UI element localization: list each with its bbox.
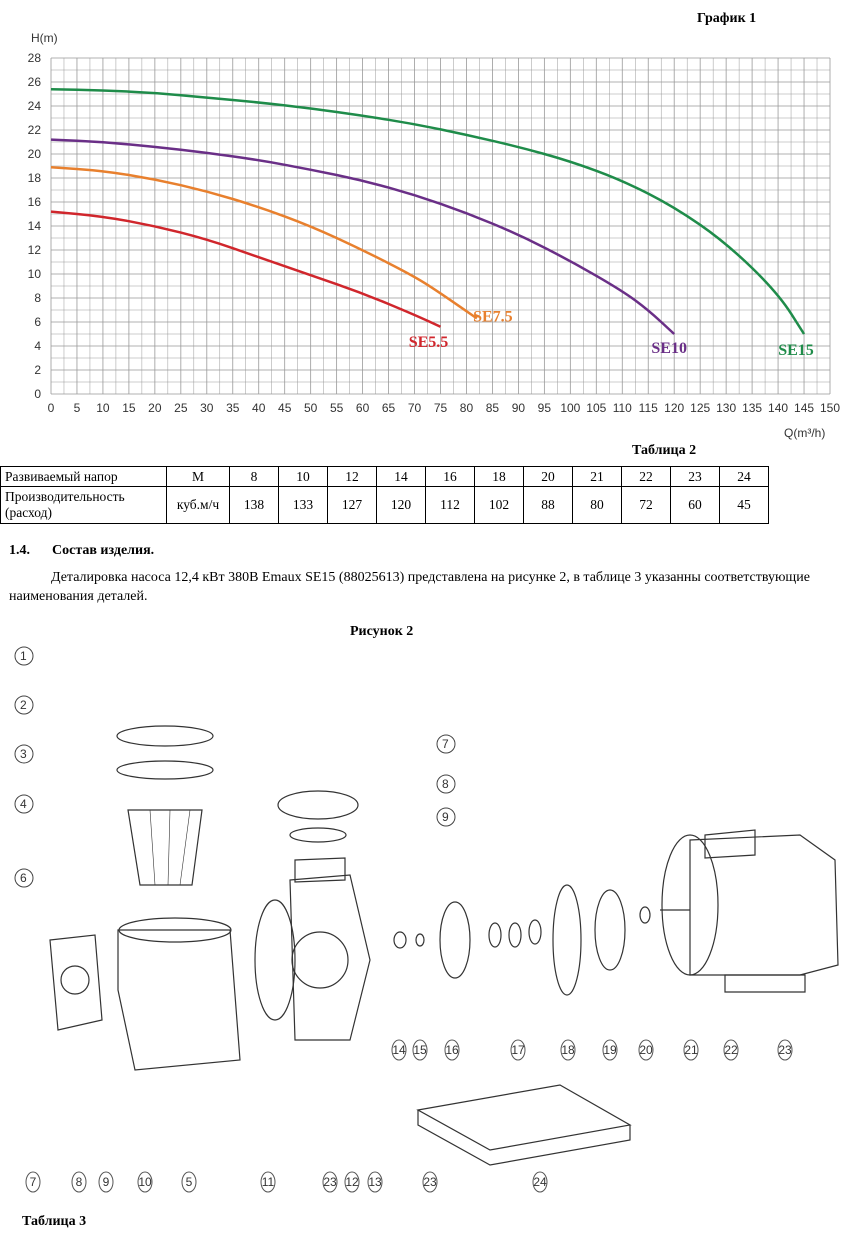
svg-text:3: 3 (20, 747, 27, 761)
row-unit-head: М (167, 467, 230, 487)
cell: 120 (377, 487, 426, 524)
svg-text:1: 1 (20, 649, 27, 663)
cell: 45 (720, 487, 769, 524)
cell: 72 (622, 487, 671, 524)
callout-label: 23 (423, 1175, 437, 1189)
callout-label: 19 (603, 1043, 617, 1057)
x-tick-label: 150 (819, 401, 841, 415)
x-tick-label: 20 (148, 401, 162, 415)
callout-left (15, 869, 33, 887)
x-tick-label: 35 (226, 401, 240, 415)
cell: 80 (573, 487, 622, 524)
callout-label: 16 (445, 1043, 459, 1057)
y-tick-label: 14 (27, 219, 41, 233)
chart-series-labels (409, 308, 814, 359)
x-tick-label: 10 (96, 401, 110, 415)
callout-label: 9 (102, 1175, 110, 1189)
bottom-callouts (26, 1040, 792, 1192)
series-label-SE7-5: SE7.5 (473, 308, 513, 326)
section-number: 1.4. (9, 543, 30, 558)
cell: 23 (671, 467, 720, 487)
impeller-seal-art (394, 885, 650, 995)
series-label-SE15: SE15 (778, 342, 814, 359)
y-tick-label: 10 (27, 267, 41, 281)
callout-label: 22 (724, 1043, 738, 1057)
x-tick-label: 5 (73, 401, 81, 415)
row-label-flow: Производительность (расход) (1, 487, 167, 524)
cell: 22 (622, 467, 671, 487)
section-paragraph: Деталировка насоса 12,4 кВт 380В Emaux SE15 (88025613) представлена на рисунке 2, в таблице 3 указанны соответствующие наименования деталей. (9, 570, 810, 604)
callout-label: 14 (392, 1043, 406, 1057)
cell: 112 (426, 487, 475, 524)
x-tick-label: 55 (329, 401, 344, 415)
x-tick-label: 80 (459, 401, 474, 415)
callout-label: 8 (75, 1175, 83, 1189)
svg-text:9: 9 (442, 810, 449, 824)
x-tick-label: 95 (537, 401, 552, 415)
row-unit-flow: куб.м/ч (167, 487, 230, 524)
callout-label: 23 (323, 1175, 337, 1189)
x-tick-label: 50 (303, 401, 318, 415)
cell: 133 (279, 487, 328, 524)
section-title: Состав изделия. (52, 543, 155, 558)
callout-right (437, 735, 455, 753)
cell: 14 (377, 467, 426, 487)
callout-left (15, 647, 33, 665)
y-tick-label: 24 (27, 99, 41, 113)
x-tick-label: 75 (433, 401, 448, 415)
x-tick-label: 120 (664, 401, 685, 415)
cell: 20 (524, 467, 573, 487)
exploded-view-drawing (0, 630, 856, 1215)
x-tick-label: 65 (381, 401, 396, 415)
callout-label: 17 (511, 1043, 525, 1057)
x-tick-label: 135 (742, 401, 763, 415)
x-tick-label: 140 (768, 401, 789, 415)
graph-title: График 1 (697, 11, 757, 26)
x-tick-label: 30 (200, 401, 214, 415)
table2-title: Таблица 2 (632, 443, 697, 458)
series-label-SE5-5: SE5.5 (408, 333, 449, 351)
x-tick-label: 115 (638, 401, 658, 415)
callout-label: 18 (561, 1043, 575, 1057)
cell: 21 (573, 467, 622, 487)
svg-text:4: 4 (20, 797, 27, 811)
callout-left (15, 795, 33, 813)
x-tick-label: 70 (407, 401, 422, 415)
y-tick-label: 4 (34, 339, 41, 353)
callout-label: 5 (185, 1175, 193, 1189)
y-axis-label: H(m) (31, 31, 58, 45)
x-axis-label: Q(m³/h) (784, 426, 826, 440)
x-tick-label: 100 (560, 401, 581, 415)
row-label-head: Развиваемый напор (1, 467, 167, 487)
cell: 138 (230, 487, 279, 524)
cell: 16 (426, 467, 475, 487)
callout-label: 11 (261, 1175, 275, 1189)
y-tick-label: 22 (27, 123, 41, 137)
x-tick-label: 25 (174, 401, 188, 415)
x-tick-label: 45 (278, 401, 292, 415)
callout-label: 10 (138, 1175, 152, 1189)
svg-text:7: 7 (442, 737, 449, 751)
y-tick-label: 12 (27, 243, 41, 257)
table3-title: Таблица 3 (22, 1214, 87, 1229)
callout-label: 21 (684, 1043, 698, 1057)
callout-label: 24 (533, 1175, 547, 1189)
callout-right (437, 808, 455, 826)
y-tick-label: 20 (27, 147, 41, 161)
x-tick-label: 105 (586, 401, 607, 415)
y-tick-label: 26 (27, 75, 41, 89)
y-tick-label: 28 (27, 51, 41, 65)
cell: 127 (328, 487, 377, 524)
x-tick-label: 85 (485, 401, 500, 415)
cell: 12 (328, 467, 377, 487)
svg-text:2: 2 (20, 698, 27, 712)
base-frame-art (418, 1085, 630, 1165)
callout-label: 15 (413, 1043, 427, 1057)
callout-label: 23 (778, 1043, 792, 1057)
cell: 88 (524, 487, 573, 524)
y-tick-label: 0 (34, 387, 41, 401)
pump-performance-chart (0, 0, 856, 445)
svg-text:8: 8 (442, 777, 449, 791)
callout-label: 13 (368, 1175, 382, 1189)
cell: 24 (720, 467, 769, 487)
figure-title: Рисунок 2 (350, 624, 414, 639)
series-label-SE10: SE10 (651, 340, 687, 357)
cell: 60 (671, 487, 720, 524)
x-tick-label: 110 (612, 401, 632, 415)
cell: 102 (475, 487, 524, 524)
y-tick-label: 16 (27, 195, 41, 209)
x-tick-label: 40 (252, 401, 266, 415)
callout-label: 12 (345, 1175, 359, 1189)
x-tick-label: 130 (716, 401, 737, 415)
motor-art (660, 830, 838, 992)
y-tick-label: 8 (34, 291, 41, 305)
y-tick-label: 18 (27, 171, 41, 185)
x-tick-label: 60 (355, 401, 370, 415)
volute-art (255, 791, 370, 1040)
callout-right (437, 775, 455, 793)
table-2 (0, 466, 769, 524)
table-row (1, 487, 769, 524)
callout-label: 7 (29, 1175, 37, 1189)
cell: 18 (475, 467, 524, 487)
x-tick-label: 15 (122, 401, 136, 415)
y-tick-label: 6 (34, 315, 41, 329)
svg-text:6: 6 (20, 871, 27, 885)
x-tick-label: 90 (511, 401, 526, 415)
strainer-housing-art (50, 726, 240, 1070)
x-tick-label: 145 (794, 401, 815, 415)
callout-label: 20 (639, 1043, 653, 1057)
x-tick-label: 0 (47, 401, 55, 415)
callout-left (15, 745, 33, 763)
callout-left (15, 696, 33, 714)
y-tick-label: 2 (34, 363, 41, 377)
cell: 10 (279, 467, 328, 487)
x-tick-label: 125 (690, 401, 711, 415)
table-row (1, 467, 769, 487)
cell: 8 (230, 467, 279, 487)
